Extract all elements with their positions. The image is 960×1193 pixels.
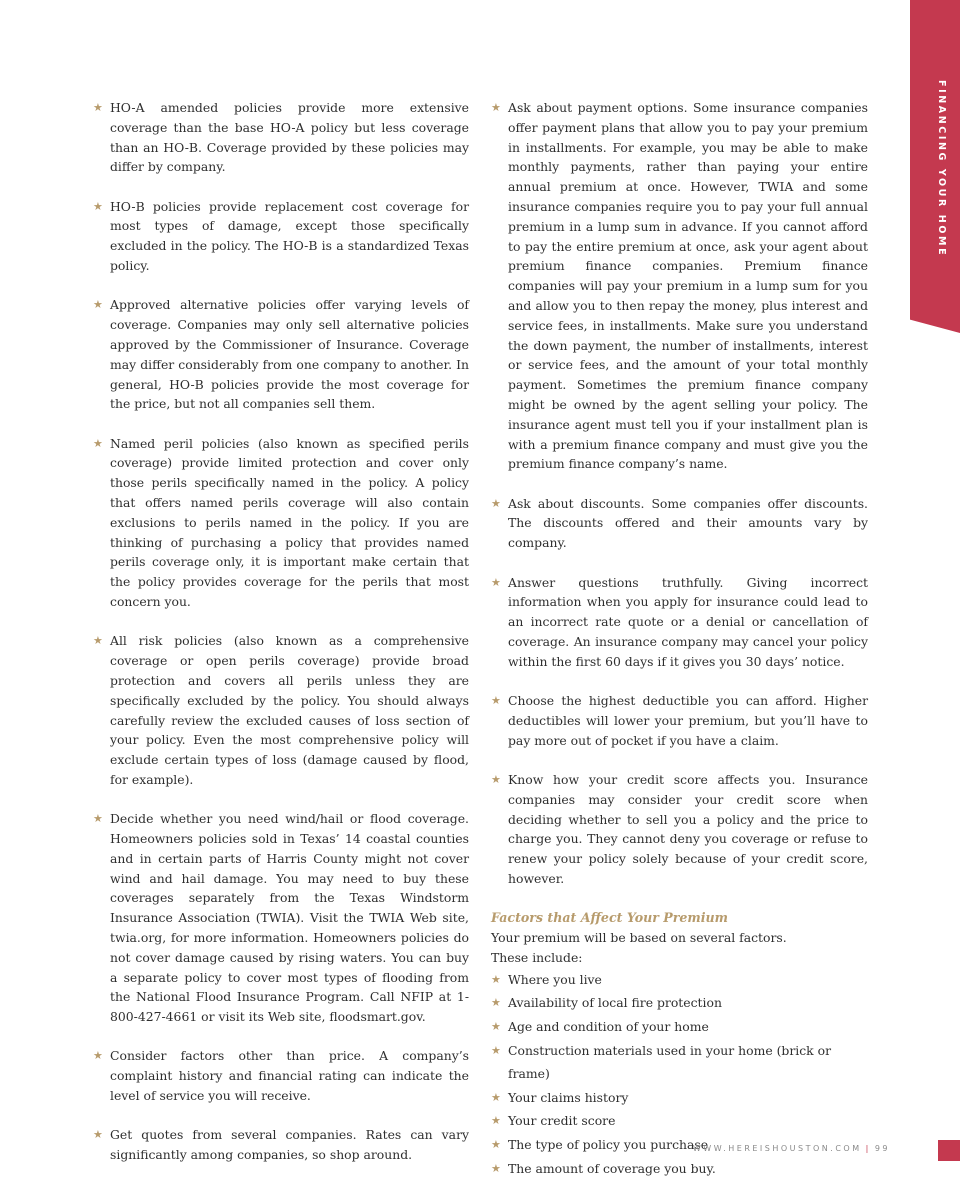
page-marker (938, 1140, 960, 1161)
left-column (93, 98, 469, 1184)
list-item: ★ HO-B policies provide replacement cost coverage for most types of damage, except those specifically excluded in the policy. The HO-B is a standardized Texas policy. (93, 198, 469, 274)
star-icon: ★ (491, 772, 501, 786)
list-item: ★ Answer questions truthfully. Giving incorrect information when you apply for insurance could lead to an incorrect rate quote or a denial or cancellation of coverage. An insurance company may cancel your policy within the first 60 days if it gives you 30 days’ notice. (491, 574, 868, 669)
right-bullet-list (491, 98, 868, 889)
factor-item: ★ Age and condition of your home (491, 1015, 868, 1039)
factors-intro: Your premium will be based on several factors. (491, 930, 787, 946)
footer-separator: | (865, 1144, 871, 1153)
list-item: ★ Choose the highest deductible you can afford. Higher deductibles will lower your premium, but you’ll have to pay more out of pocket if you have a claim. (491, 693, 868, 748)
star-icon: ★ (93, 812, 103, 826)
factor-item: ★ Availability of local fire protection (491, 991, 868, 1015)
section-tab-label: FINANCING YOUR HOME (936, 80, 947, 258)
factor-item: ★ The amount of coverage you buy. (491, 1157, 868, 1181)
list-item: ★ Approved alternative policies offer varying levels of coverage. Companies may only sell alternative policies approved by the Commissioner of Insurance. Coverage may differ considerably from one company to another. In general, HO-B policies provide the most coverage for the price, but not all companies sell them. (93, 297, 469, 412)
list-item: ★ Ask about payment options. Some insurance companies offer payment plans that allow you to pay your premium in installments. For example, you may be able to make monthly payments, rather than paying your entire annual premium at once. However, TWIA and some insurance companies require you to pay your full annual premium in a lump sum in advance. If you cannot afford to pay the entire premium at once, ask your agent about premium finance companies. Premium finance companies will pay your premium in a lump sum for you and allow you to then repay the money, plus interest and service fees, in installments. Make sure you understand the down payment, the number of installments, interest or service fees, and the amount of your total monthly payment. Sometimes the premium finance company might be owned by the agent selling your policy. The insurance agent must tell you if your installment plan is with a premium finance company and must give you the premium finance company’s name. (491, 100, 868, 472)
star-icon: ★ (491, 1090, 501, 1104)
right-column (491, 98, 868, 1180)
factors-heading: Factors that Affect Your Premium (491, 910, 728, 926)
list-item: ★ Get quotes from several companies. Rates can vary significantly among companies, so shop around. (93, 1127, 469, 1163)
star-icon: ★ (491, 1043, 501, 1057)
list-item: ★ All risk policies (also known as a comprehensive coverage or open perils coverage) provide broad protection and covers all perils unless they are specifically excluded by the policy. You should always carefully review the excluded causes of loss section of your policy. Even the most comprehensive policy will exclude certain types of loss (damage caused by flood, for example). (93, 633, 469, 787)
star-icon: ★ (93, 199, 103, 213)
star-icon: ★ (491, 101, 501, 114)
list-item: ★ HO-A amended policies provide more extensive coverage than the base HO-A policy but less coverage than an HO-B. Coverage provided by these policies may differ by company. (93, 100, 469, 175)
factor-item: ★ Your claims history (491, 1086, 868, 1110)
page-number: 99 (874, 1144, 890, 1153)
star-icon: ★ (491, 1161, 501, 1175)
factor-item: ★ The type of policy you purchase (491, 1133, 868, 1157)
factors-intro-2: These include: (491, 949, 583, 965)
factor-item: ★ Where you live (491, 968, 868, 992)
star-icon: ★ (491, 996, 501, 1010)
list-item: ★ Named peril policies (also known as specified perils coverage) provide limited protection and cover only those perils specifically named in the policy. A policy that offers named perils coverage will also contain exclusions to perils named in the policy. If you are thinking of purchasing a policy that provides named perils coverage only, it is important make certain that the policy provides coverage for the perils that most concern you. (93, 435, 469, 610)
list-item: ★ Know how your credit score affects you. Insurance companies may consider your credit score when deciding whether to sell you a policy and the price to charge you. They cannot deny you coverage or refuse to renew your policy solely because of your credit score, however. (491, 771, 868, 886)
star-icon: ★ (93, 1049, 103, 1063)
star-icon: ★ (491, 1114, 501, 1128)
star-icon: ★ (93, 436, 103, 450)
star-icon: ★ (491, 496, 501, 510)
star-icon: ★ (491, 694, 501, 708)
factor-item: ★ Construction materials used in your home (brick or frame) (491, 1039, 868, 1086)
star-icon: ★ (93, 1128, 103, 1142)
footer-website: WWW.HEREISHOUSTON.COM (692, 1144, 862, 1153)
list-item: ★ Ask about discounts. Some companies offer discounts. The discounts offered and their amounts vary by company. (491, 495, 868, 551)
star-icon: ★ (93, 101, 103, 114)
star-icon: ★ (491, 972, 501, 986)
star-icon: ★ (93, 298, 103, 312)
left-bullet-list (93, 98, 469, 1165)
section-tab (910, 0, 960, 333)
list-item: ★ Decide whether you need wind/hail or flood coverage. Homeowners policies sold in Texas’ 14 coastal counties and in certain parts of Harris County might not cover wind and hail damage. You may need to buy these coverages separately from the Texas Windstorm Insurance Association (TWIA). Visit the TWIA Web site, twia.org, for more information. Homeowners policies do not cover damage caused by rising waters. You can buy a separate policy to cover most types of flooding from the National Flood Insurance Program. Call NFIP at 1-800-427-4661 or visit its Web site, floodsmart.gov. (93, 811, 469, 1025)
factor-item: ★ Your credit score (491, 1109, 868, 1133)
star-icon: ★ (93, 634, 103, 648)
star-icon: ★ (491, 1019, 501, 1033)
star-icon: ★ (491, 1137, 501, 1151)
list-item: ★ Consider factors other than price. A company’s complaint history and financial rating can indicate the level of service you will receive. (93, 1048, 469, 1104)
page-footer (693, 1144, 890, 1153)
star-icon: ★ (491, 575, 501, 589)
